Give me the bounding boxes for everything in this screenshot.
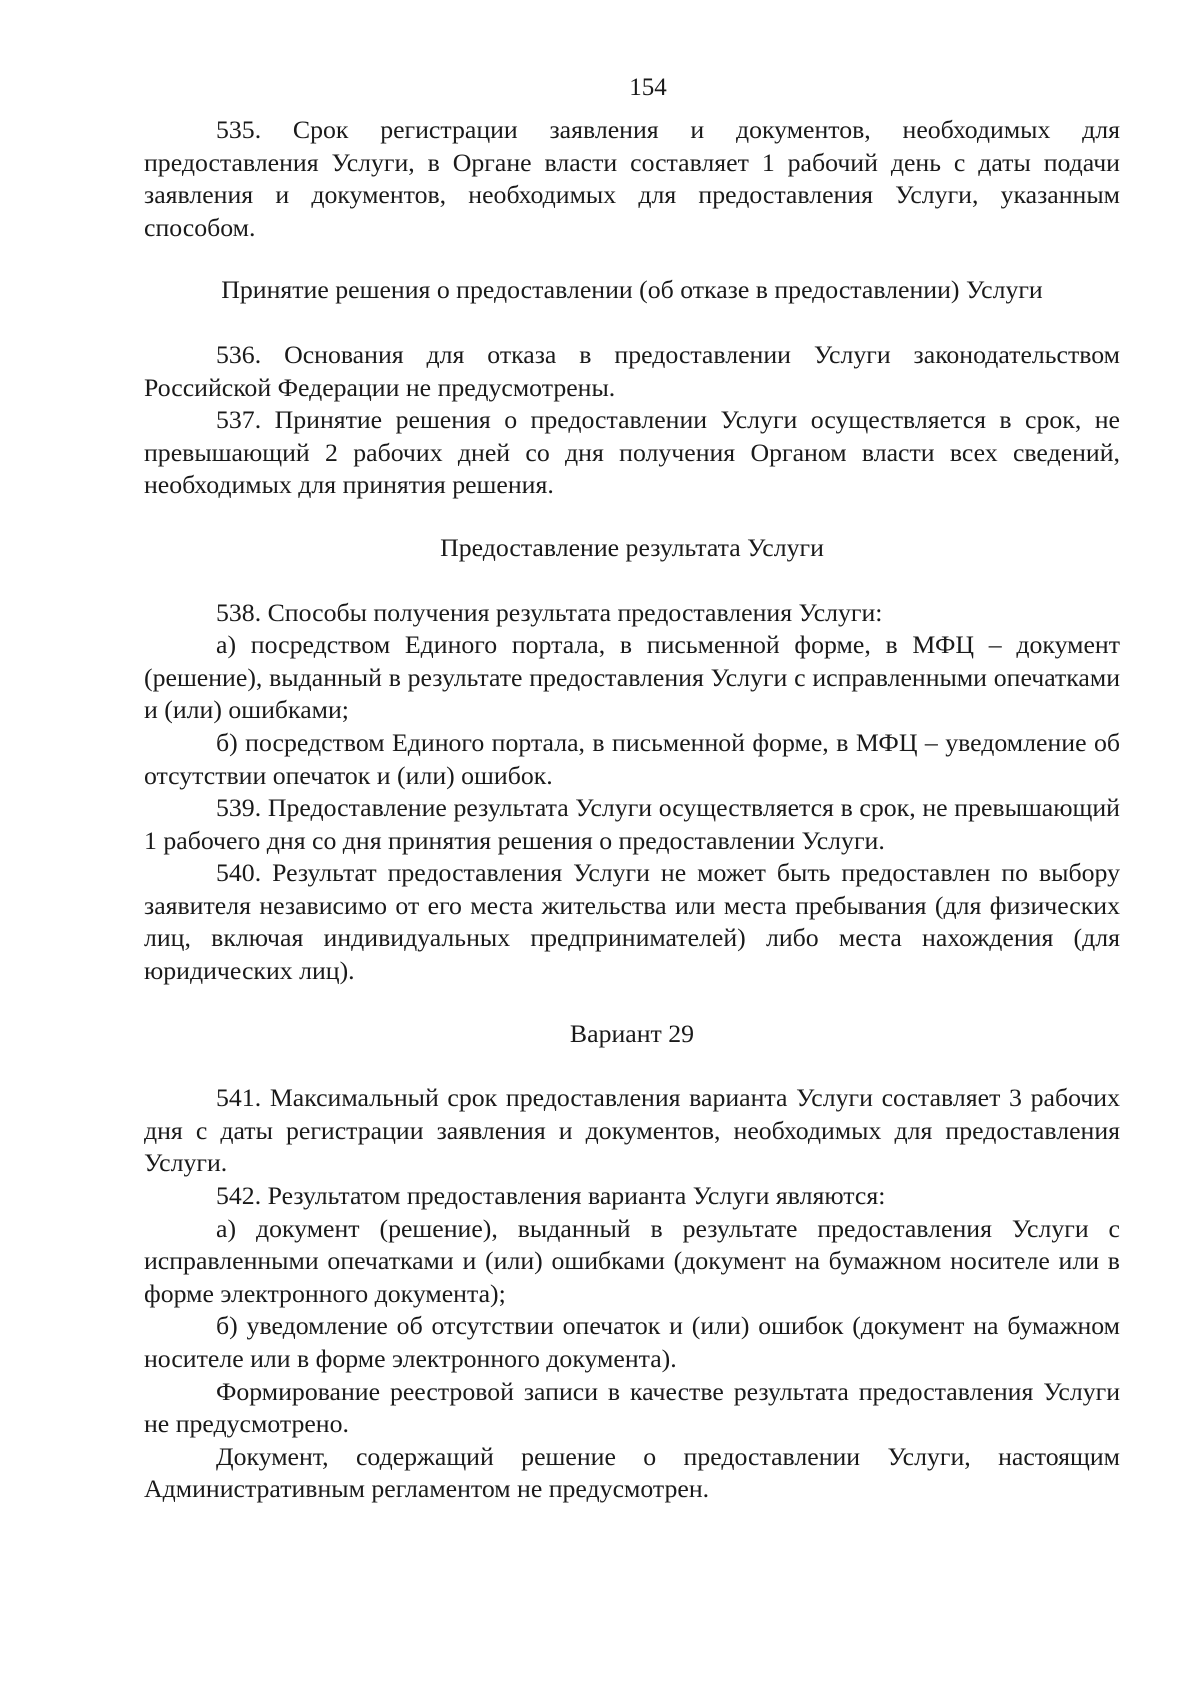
paragraph-decision-document: Документ, содержащий решение о предоставлении Услуги, настоящим Административным регламентом не предусмотрен.: [144, 1441, 1120, 1504]
section-heading-variant-29: Вариант 29: [569, 1018, 695, 1048]
section-heading-decision: Принятие решения о предоставлении (об отказе в предоставлении) Услуги: [221, 275, 1043, 305]
paragraph-538: 538. Способы получения результата предоставления Услуги:: [216, 597, 883, 627]
paragraph-542-a: а) документ (решение), выданный в результате предоставления Услуги с исправленными опечатками и (или) ошибками (документ на бумажном носителе или в форме электронного документа);: [144, 1213, 1120, 1308]
paragraph-542: 542. Результатом предоставления варианта Услуги являются:: [216, 1181, 886, 1211]
section-heading-result: Предоставление результата Услуги: [440, 532, 824, 562]
paragraph-registry-record: Формирование реестровой записи в качестве результата предоставления Услуги не предусмотрено.: [144, 1376, 1120, 1439]
document-page: [144, 66, 1120, 1506]
paragraph-538-b: б) посредством Единого портала, в письменной форме, в МФЦ – уведомление об отсутствии опечаток и (или) ошибок.: [144, 727, 1120, 790]
paragraph-535: 535. Срок регистрации заявления и документов, необходимых для предоставления Услуги, в Органе власти составляет 1 рабочий день с даты подачи заявления и документов, необходимых для предоставления Услуги, указанным способом.: [144, 115, 1120, 242]
paragraph-542-b: б) уведомление об отсутствии опечаток и (или) ошибок (документ на бумажном носителе или в форме электронного документа).: [144, 1311, 1120, 1373]
paragraph-539: 539. Предоставление результата Услуги осуществляется в срок, не превышающий 1 рабочего дня со дня принятия решения о предоставлении Услуги.: [144, 793, 1120, 855]
paragraph-540: 540. Результат предоставления Услуги не может быть предоставлен по выбору заявителя независимо от его места жительства или места пребывания (для физических лиц, включая индивидуальных предпринимателей) либо места нахождения (для юридических лиц).: [144, 858, 1120, 986]
paragraph-541: 541. Максимальный срок предоставления варианта Услуги составляет 3 рабочих дня с даты регистрации заявления и документов, необходимых для предоставления Услуги.: [144, 1083, 1120, 1178]
page-number: 154: [629, 74, 667, 101]
paragraph-538-a: а) посредством Единого портала, в письменной форме, в МФЦ – документ (решение), выданный в результате предоставления Услуги с исправленными опечатками и (или) ошибками;: [144, 630, 1120, 725]
paragraph-537: 537. Принятие решения о предоставлении Услуги осуществляется в срок, не превышающий 2 рабочих дней со дня получения Органом власти всех сведений, необходимых для принятия решения.: [144, 405, 1120, 500]
paragraph-536: 536. Основания для отказа в предоставлении Услуги законодательством Российской Федерации не предусмотрены.: [144, 339, 1120, 402]
